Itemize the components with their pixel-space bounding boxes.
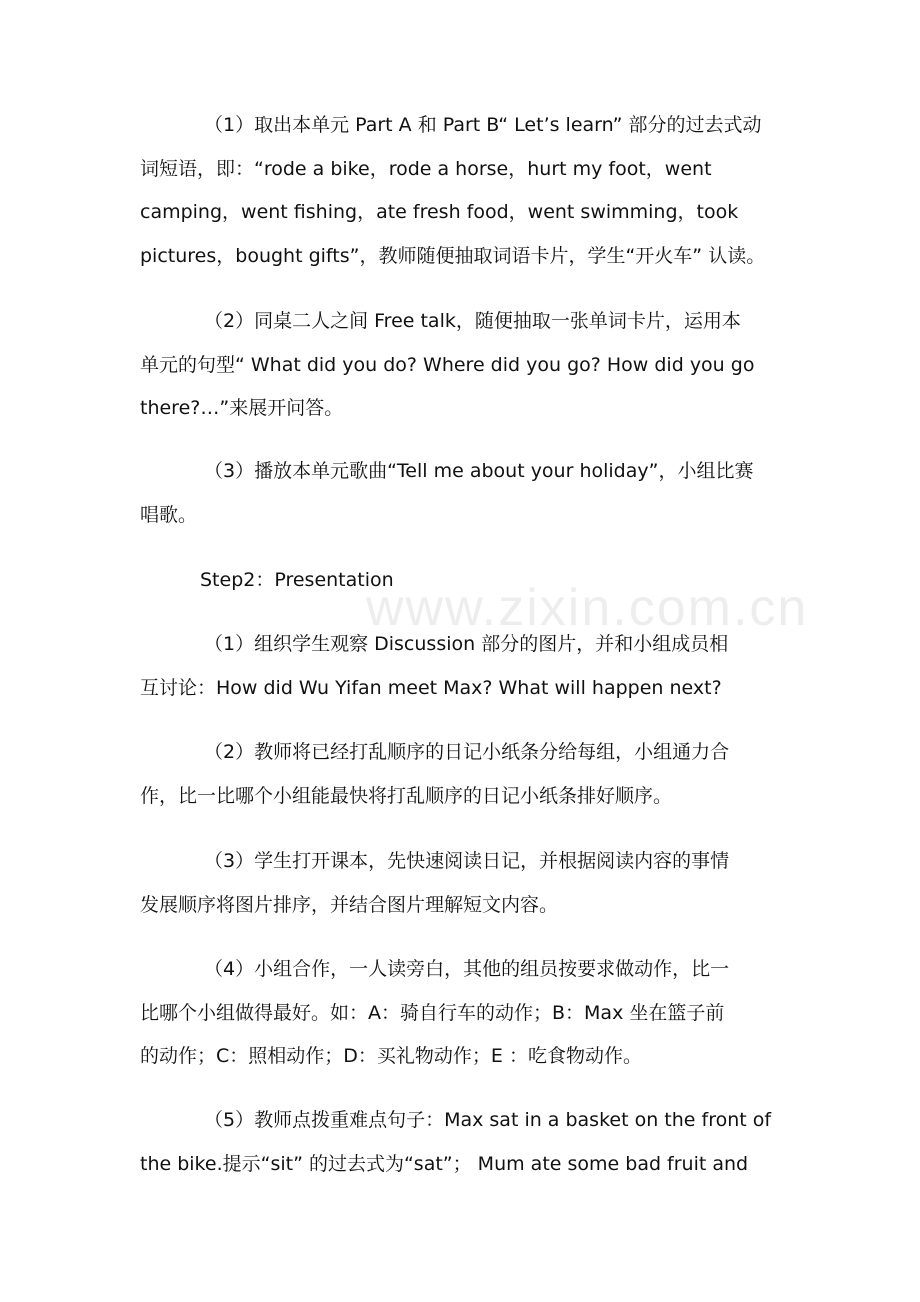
text-line: （2）教师将已经打乱顺序的日记小纸条分给每组，小组通力合 (204, 741, 730, 763)
text-line: （2）同桌二人之间 Free talk，随便抽取一张单词卡片，运用本 (204, 310, 741, 332)
text-line: 比哪个小组做得最好。如：A：骑自行车的动作；B：Max 坐在篮子前 (140, 1001, 725, 1024)
text-line: 单元的句型“ What did you do? Where did you go? How did you go (140, 353, 755, 376)
text-line: 发展顺序将图片排序，并结合图片理解短文内容。 (140, 893, 559, 916)
text-line: （3）播放本单元歌曲“Tell me about your holiday”，小组比赛 (204, 460, 754, 482)
text-line: （4）小组合作，一人读旁白，其他的组员按要求做动作，比一 (204, 958, 730, 980)
watermark: www.zixin.com.cn (366, 579, 809, 637)
step2-heading: Step2：Presentation (200, 569, 394, 591)
paragraph-warmup-3 (140, 450, 800, 537)
text-line: camping，went fishing，ate fresh food，went swimming，took (140, 201, 739, 223)
paragraph-presentation-4 (140, 948, 800, 1079)
text-line: pictures，bought gifts”，教师随便抽取词语卡片，学生“开火车” 认读。 (140, 244, 766, 267)
paragraph-presentation-5 (140, 1099, 800, 1186)
text-line: （1）取出本单元 Part A 和 Part B“ Let’s learn” 部分的过去式动 (204, 114, 762, 136)
paragraph-presentation-1 (140, 623, 800, 710)
text-line: 词短语，即：“rode a bike，rode a horse，hurt my foot，went (140, 157, 712, 180)
text-line: 作，比一比哪个小组能最快将打乱顺序的日记小纸条排好顺序。 (140, 784, 673, 807)
paragraph-presentation-3 (140, 840, 800, 927)
text-line: 互讨论：How did Wu Yifan meet Max? What will happen next? (140, 676, 722, 699)
paragraph-warmup-1 (140, 104, 800, 278)
text-line: （1）组织学生观察 Discussion 部分的图片，并和小组成员相 (204, 633, 729, 655)
text-line: （5）教师点拨重难点句子：Max sat in a basket on the front of (204, 1109, 772, 1131)
text-line: 的动作；C：照相动作；D：买礼物动作；E ：吃食物动作。 (140, 1045, 642, 1067)
paragraph-warmup-2 (140, 300, 800, 431)
text-line: there?…”来展开问答。 (140, 397, 344, 419)
paragraph-presentation-2 (140, 731, 800, 818)
text-line: （3）学生打开课本，先快速阅读日记，并根据阅读内容的事情 (204, 850, 730, 872)
text-line: 唱歌。 (140, 503, 198, 526)
text-line: the bike.提示“sit” 的过去式为“sat”； Mum ate some bad fruit and (140, 1152, 749, 1175)
